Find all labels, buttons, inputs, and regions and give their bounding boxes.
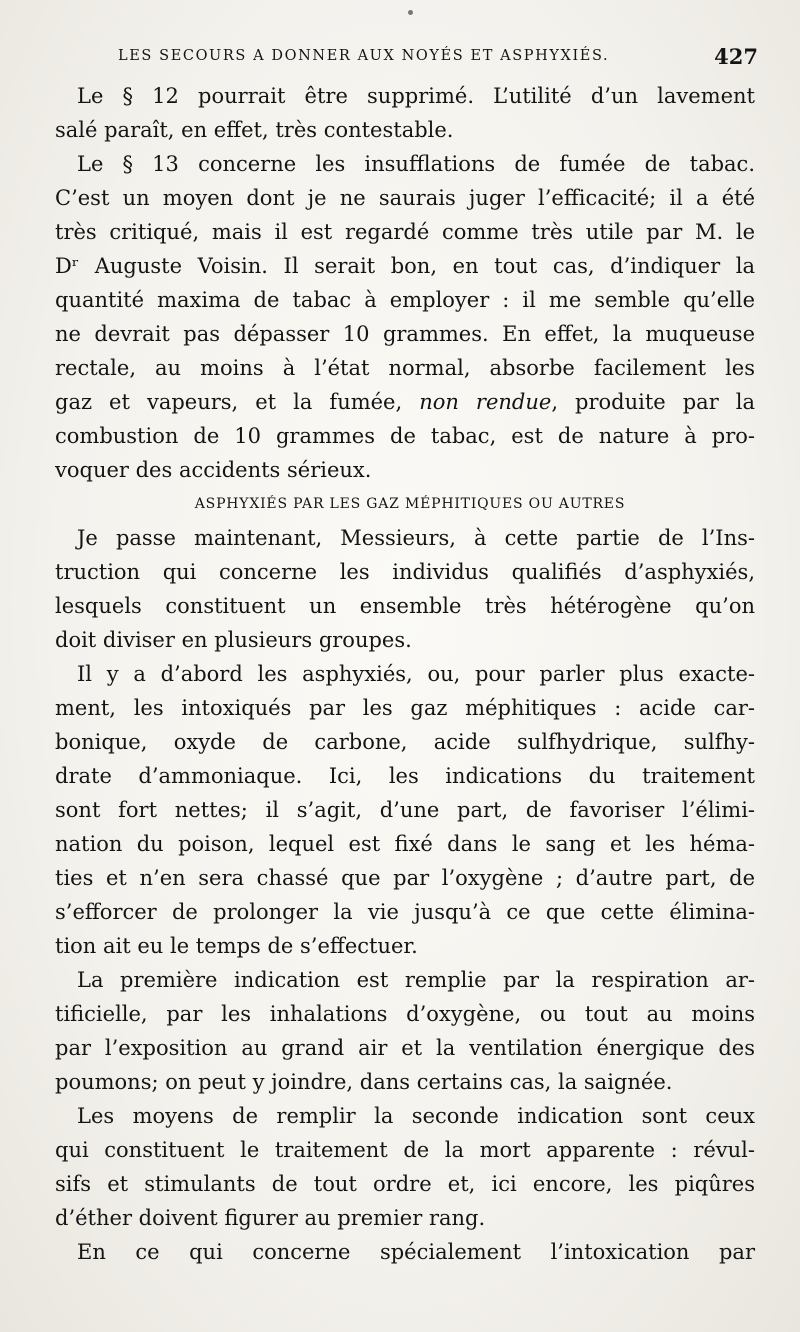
text-line: qui constituent le traitement de la mort apparente : révul- (55, 1138, 755, 1162)
text-line: d’éther doivent figurer au premier rang. (55, 1206, 486, 1230)
text-line: doit diviser en plusieurs groupes. (55, 628, 412, 652)
text-line: ties et n’en sera chassé que par l’oxygène ; d’autre part, de (55, 866, 755, 890)
text-line: ne devrait pas dépasser 10 grammes. En effet, la muqueuse (55, 322, 755, 346)
text-line: combustion de 10 grammes de tabac, est de nature à pro- (55, 424, 755, 448)
text-line: bonique, oxyde de carbone, acide sulfhydrique, sulfhy- (55, 730, 755, 754)
running-title: LES SECOURS A DONNER AUX NOYÉS ET ASPHYXIÉS. (118, 48, 610, 64)
print-speck (408, 10, 413, 15)
body-text (55, 79, 755, 1269)
text-line: très critiqué, mais il est regardé comme très utile par M. le (55, 220, 755, 244)
text-line: C’est un moyen dont je ne saurais juger l’efficacité; il a été (55, 186, 755, 210)
text-line: par l’exposition au grand air et la ventilation énergique des (55, 1036, 755, 1060)
paragraph-first-line: En ce qui concerne spécialement l’intoxication par (77, 1240, 755, 1264)
text-line: rectale, au moins à l’état normal, absorbe facilement les (55, 356, 755, 380)
paragraph-first-line: Je passe maintenant, Messieurs, à cette partie de l’Ins- (77, 526, 755, 550)
paragraph-first-line: Il y a d’abord les asphyxiés, ou, pour parler plus exacte- (77, 662, 755, 686)
text-line: voquer des accidents sérieux. (55, 458, 372, 482)
paragraph-first-line: Le § 12 pourrait être supprimé. L’utilité d’un lavement (77, 84, 755, 108)
text-line: nation du poison, lequel est fixé dans le sang et les héma- (55, 832, 755, 856)
running-header (118, 44, 758, 72)
text-line: truction qui concerne les individus qualifiés d’asphyxiés, (55, 560, 755, 584)
paragraph-first-line: La première indication est remplie par la respiration ar- (77, 968, 755, 992)
text-line: salé paraît, en effet, très contestable. (55, 118, 454, 142)
section-heading: ASPHYXIÉS PAR LES GAZ MÉPHITIQUES OU AUTRES (194, 496, 626, 512)
text-line: ment, les intoxiqués par les gaz méphitiques : acide car- (55, 696, 755, 720)
paragraph-first-line: Le § 13 concerne les insufflations de fumée de tabac. (77, 152, 755, 176)
page-number: 427 (714, 44, 758, 69)
text-line: gaz et vapeurs, et la fumée, non rendue, produite par la (55, 390, 756, 414)
text-line: drate d’ammoniaque. Ici, les indications du traitement (55, 764, 755, 788)
text-line: sont fort nettes; il s’agit, d’une part, de favoriser l’élimi- (55, 798, 755, 822)
text-line: s’efforcer de prolonger la vie jusqu’à ce que cette élimina- (55, 900, 755, 924)
text-line: tion ait eu le temps de s’effectuer. (55, 934, 418, 958)
text-line: poumons; on peut y joindre, dans certains cas, la saignée. (55, 1070, 673, 1094)
paragraph-first-line: Les moyens de remplir la seconde indication sont ceux (77, 1104, 755, 1128)
text-line: Dʳ Auguste Voisin. Il serait bon, en tout cas, d’indiquer la (55, 254, 755, 278)
text-line: sifs et stimulants de tout ordre et, ici encore, les piqûres (55, 1172, 755, 1196)
text-line: lesquels constituent un ensemble très hétérogène qu’on (55, 594, 755, 618)
italic-phrase: non rendue (419, 390, 552, 414)
text-line: quantité maxima de tabac à employer : il me semble qu’elle (55, 288, 755, 312)
text-line: tificielle, par les inhalations d’oxygène, ou tout au moins (55, 1002, 755, 1026)
